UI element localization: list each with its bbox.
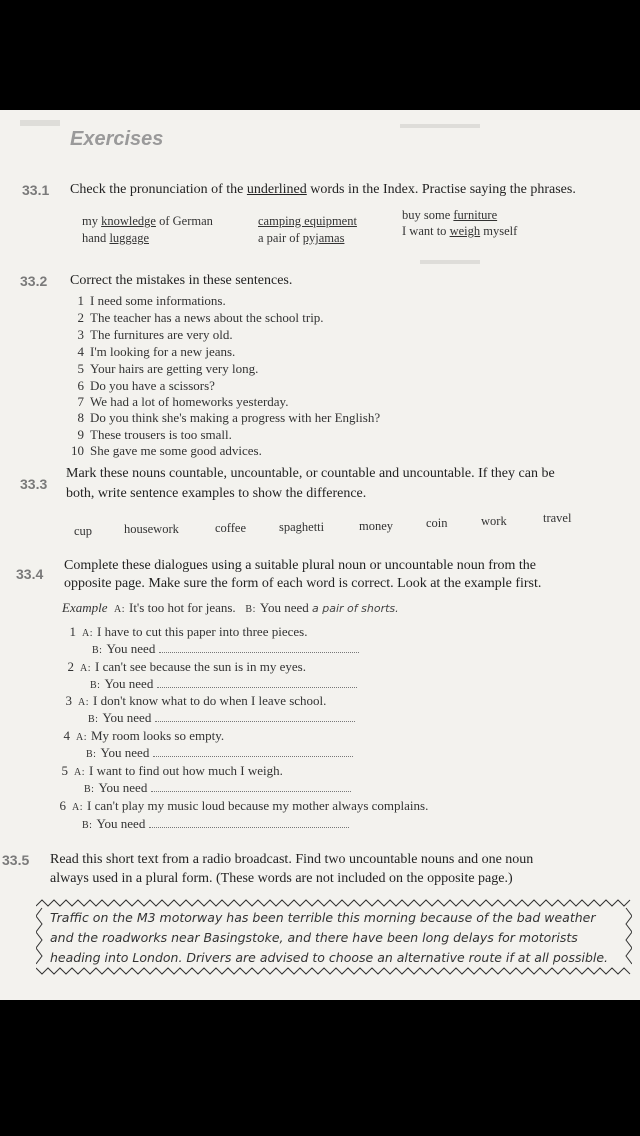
exercise-instruction: both, write sentence examples to show the difference. — [66, 486, 367, 501]
list-item: 5 Your hairs are getting very long. — [77, 361, 259, 376]
list-item: 10 She gave me some good advices. — [71, 443, 262, 458]
list-item: 7 We had a lot of homeworks yesterday. — [77, 394, 289, 409]
phrase: buy some furniture — [402, 208, 498, 222]
phrase: camping equipment — [258, 214, 357, 228]
dialogue-line-b: B: You need — [72, 641, 359, 657]
noun-word: work — [481, 514, 507, 528]
broadcast-line: Traffic on the M3 motorway has been terrible this morning because of the bad weather — [50, 910, 596, 925]
exercise-instruction: always used in a plural form. (These words are not included on the opposite page.) — [50, 871, 513, 886]
dialogue-line-a: 6 A: I can't play my music loud because my mother always complains. — [59, 798, 429, 813]
exercise-number: 33.2 — [20, 273, 48, 289]
page-title: Exercises — [70, 128, 164, 150]
dialogue-line-b: B: You need — [66, 745, 353, 761]
answer-blank[interactable] — [151, 791, 351, 792]
list-item: 8 Do you think she's making a progress with her English? — [77, 410, 381, 425]
dialogue-line-b: B: You need — [70, 676, 357, 692]
list-item: 9 These trousers is too small. — [77, 427, 232, 442]
list-item: 2 The teacher has a news about the school trip. — [77, 310, 324, 325]
list-item: 1 I need some informations. — [77, 293, 226, 308]
noun-word: travel — [543, 511, 572, 525]
exercise-instruction: Mark these nouns countable, uncountable, or countable and uncountable. If they can be — [66, 466, 555, 481]
answer-blank[interactable] — [159, 652, 359, 653]
dialogue-line-a: 2 A: I can't see because the sun is in my eyes. — [67, 659, 306, 674]
phrase: I want to weigh myself — [402, 224, 518, 238]
dialogue-line-b: B: You need — [68, 710, 355, 726]
dialogue-line-a: 4 A: My room looks so empty. — [63, 728, 225, 743]
exercise-number: 33.1 — [22, 182, 50, 198]
dialogue-line-a: 1 A: I have to cut this paper into three pieces. — [69, 624, 308, 639]
exercise-instruction: Complete these dialogues using a suitable plural noun or uncountable noun from the — [64, 558, 537, 573]
example-line: Example A: It's too hot for jeans. B: You need a pair of shorts. — [62, 600, 399, 615]
phrase: my knowledge of German — [82, 214, 213, 228]
phrase: a pair of pyjamas — [258, 231, 345, 245]
noun-word: cup — [74, 524, 93, 538]
workbook-page — [0, 110, 640, 1000]
dialogue-line-a: 5 A: I want to find out how much I weigh. — [61, 763, 283, 778]
answer-blank[interactable] — [155, 721, 355, 722]
answer-blank[interactable] — [157, 687, 357, 688]
handwritten-answer: a pair of shorts. — [312, 602, 399, 615]
answer-blank[interactable] — [153, 756, 353, 757]
broadcast-line: heading into London. Drivers are advised to choose an alternative route if at all possible. — [50, 950, 609, 965]
noun-word: coffee — [215, 521, 246, 535]
exercise-instruction: opposite page. Make sure the form of each word is correct. Look at the example first. — [64, 576, 542, 591]
noun-word: coin — [426, 516, 448, 530]
exercise-number: 33.4 — [16, 566, 44, 582]
list-item: 3 The furnitures are very old. — [77, 327, 233, 342]
noun-word: money — [359, 519, 394, 533]
dialogue-line-b: B: You need — [62, 816, 349, 832]
radio-broadcast-box — [36, 898, 632, 976]
broadcast-line: and the roadworks near Basingstoke, and there have been long delays for motorists — [50, 930, 578, 945]
exercise-instruction: Read this short text from a radio broadcast. Find two uncountable nouns and one noun — [50, 852, 534, 867]
list-item: 4 I'm looking for a new jeans. — [77, 344, 236, 359]
dialogue-line-a: 3 A: I don't know what to do when I leave school. — [65, 693, 327, 708]
noun-word: housework — [124, 522, 179, 536]
dialogue-line-b: B: You need — [64, 780, 351, 796]
exercise-instruction: Check the pronunciation of the underlined words in the Index. Practise saying the phrases. — [70, 182, 576, 197]
answer-blank[interactable] — [149, 827, 349, 828]
noun-word: spaghetti — [279, 520, 325, 534]
list-item: 6 Do you have a scissors? — [77, 378, 215, 393]
exercise-number: 33.3 — [20, 476, 48, 492]
phrase: hand luggage — [82, 231, 150, 245]
exercise-instruction: Correct the mistakes in these sentences. — [70, 273, 293, 288]
exercise-number: 33.5 — [2, 852, 30, 868]
